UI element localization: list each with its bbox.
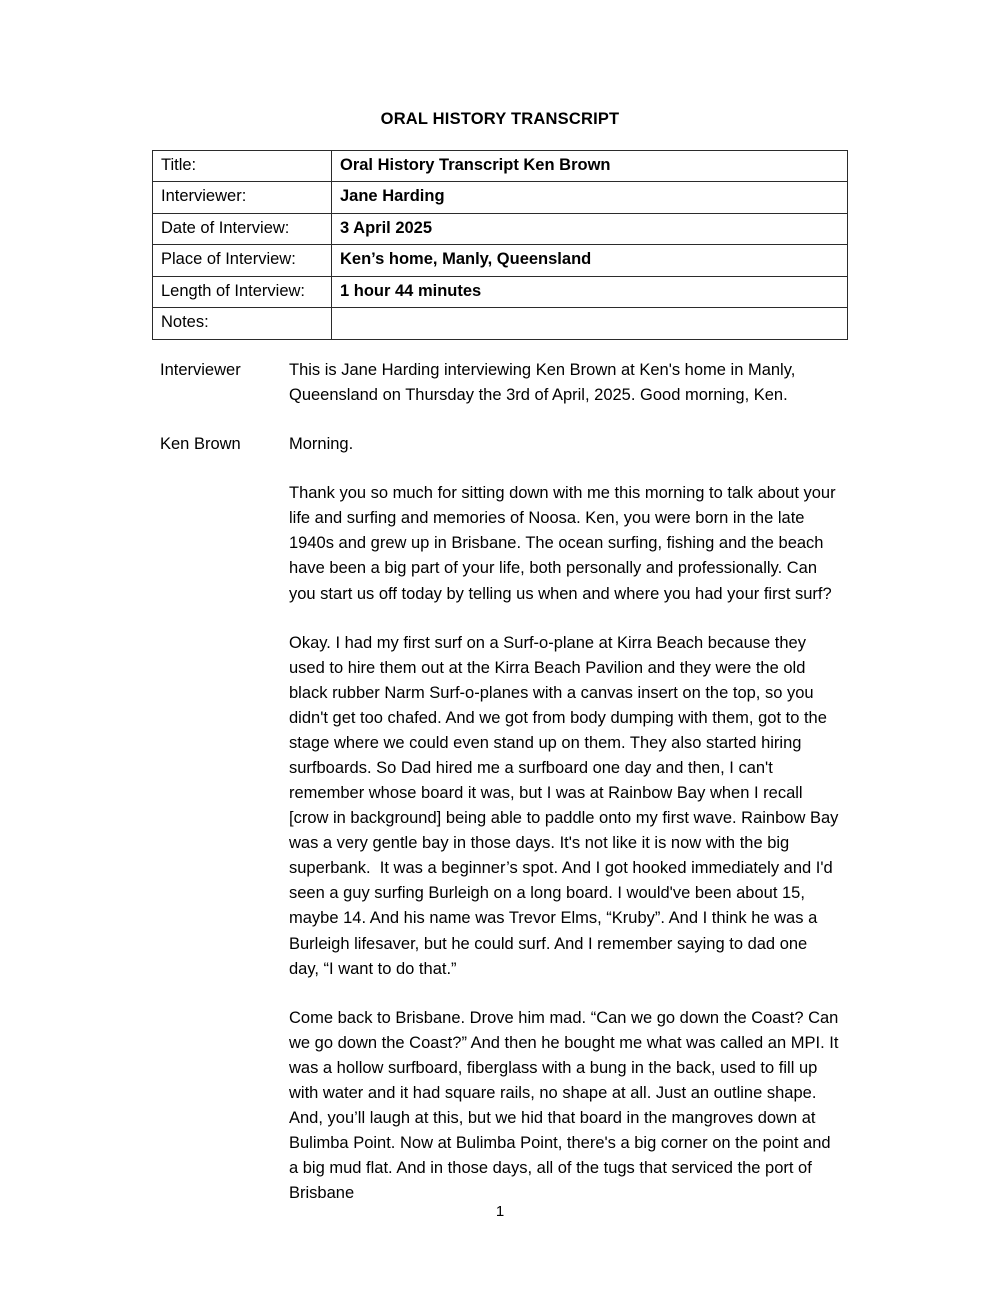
transcript-block-ken-brown	[0, 432, 1000, 1206]
metadata-label: Date of Interview:	[153, 213, 332, 244]
metadata-label: Title:	[153, 151, 332, 182]
speech-paragraph: Come back to Brisbane. Drove him mad. “Can we go down the Coast? Can we go down the Coast?” And then he bought me what was called an MPI. It was a hollow surfboard, fiberglass with a bung in the back, used to fill up with water and it had square rails, no shape at all. Just an outline shape. And, you’ll laugh at this, but we hid that board in the mangroves down at Bulimba Point. Now at Bulimba Point, there's a big corner on the point and a big mud flat. And in those days, all of the tugs that serviced the port of Brisbane	[289, 1008, 844, 1203]
speech-text-group	[289, 432, 844, 1206]
metadata-value: Jane Harding	[332, 182, 848, 213]
metadata-table-body	[153, 151, 848, 340]
page-number: 1	[495, 1203, 505, 1220]
metadata-value: Ken’s home, Manly, Queensland	[332, 245, 848, 276]
speech-paragraph: Morning.	[289, 435, 354, 454]
table-row	[153, 182, 848, 213]
table-row	[153, 276, 848, 307]
speaker-label: Interviewer	[160, 361, 241, 379]
page-title: ORAL HISTORY TRANSCRIPT	[380, 110, 620, 128]
table-row	[153, 151, 848, 182]
transcript-block-interviewer	[0, 358, 1000, 408]
transcript-body	[0, 358, 1000, 1230]
table-row	[153, 245, 848, 276]
metadata-label: Length of Interview:	[153, 276, 332, 307]
speech-paragraph: Thank you so much for sitting down with me this morning to talk about your life and surfing and memories of Noosa. Ken, you were born in the late 1940s and grew up in Brisbane. The ocean surfing, fishing and the beach have been a big part of your life, both personally and professionally. Can you start us off today by telling us when and where you had your first surf?	[289, 484, 841, 603]
speech-text-group	[289, 358, 841, 408]
metadata-value	[332, 308, 848, 339]
speech-paragraph: This is Jane Harding interviewing Ken Brown at Ken's home in Manly, Queensland on Thursday the 3rd of April, 2025. Good morning, Ken.	[289, 361, 800, 405]
table-row	[153, 308, 848, 339]
speech-paragraph: Okay. I had my first surf on a Surf-o-plane at Kirra Beach because they used to hire them out at the Kirra Beach Pavilion and they were the old black rubber Narm Surf-o-planes with a canvas insert on the top, so you didn't get too chafed. And we got from body dumping with them, got to the stage where we could even stand up on them. They also started hiring surfboards. So Dad hired me a surfboard one day and then, I can't remember whose board it was, but I was at Rainbow Bay when I recall [crow in background] being able to paddle onto my first wave. Rainbow Bay was a very gentle bay in those days. It's not like it is now with the big superbank. It was a beginner’s spot. And I got hooked immediately and I'd seen a guy surfing Burleigh on a long board. I would've been about 15, maybe 14. And his name was Trevor Elms, “Kruby”. And I think he was a Burleigh lifesaver, but he could surf. And I remember saying to dad one day, “I want to do that.”	[289, 633, 843, 978]
interview-metadata-table	[152, 150, 848, 340]
metadata-value: 1 hour 44 minutes	[332, 276, 848, 307]
metadata-label: Interviewer:	[153, 182, 332, 213]
metadata-value: Oral History Transcript Ken Brown	[332, 151, 848, 182]
metadata-value: 3 April 2025	[332, 213, 848, 244]
metadata-label: Notes:	[153, 308, 332, 339]
speaker-label: Ken Brown	[160, 435, 241, 454]
metadata-label: Place of Interview:	[153, 245, 332, 276]
table-row	[153, 213, 848, 244]
